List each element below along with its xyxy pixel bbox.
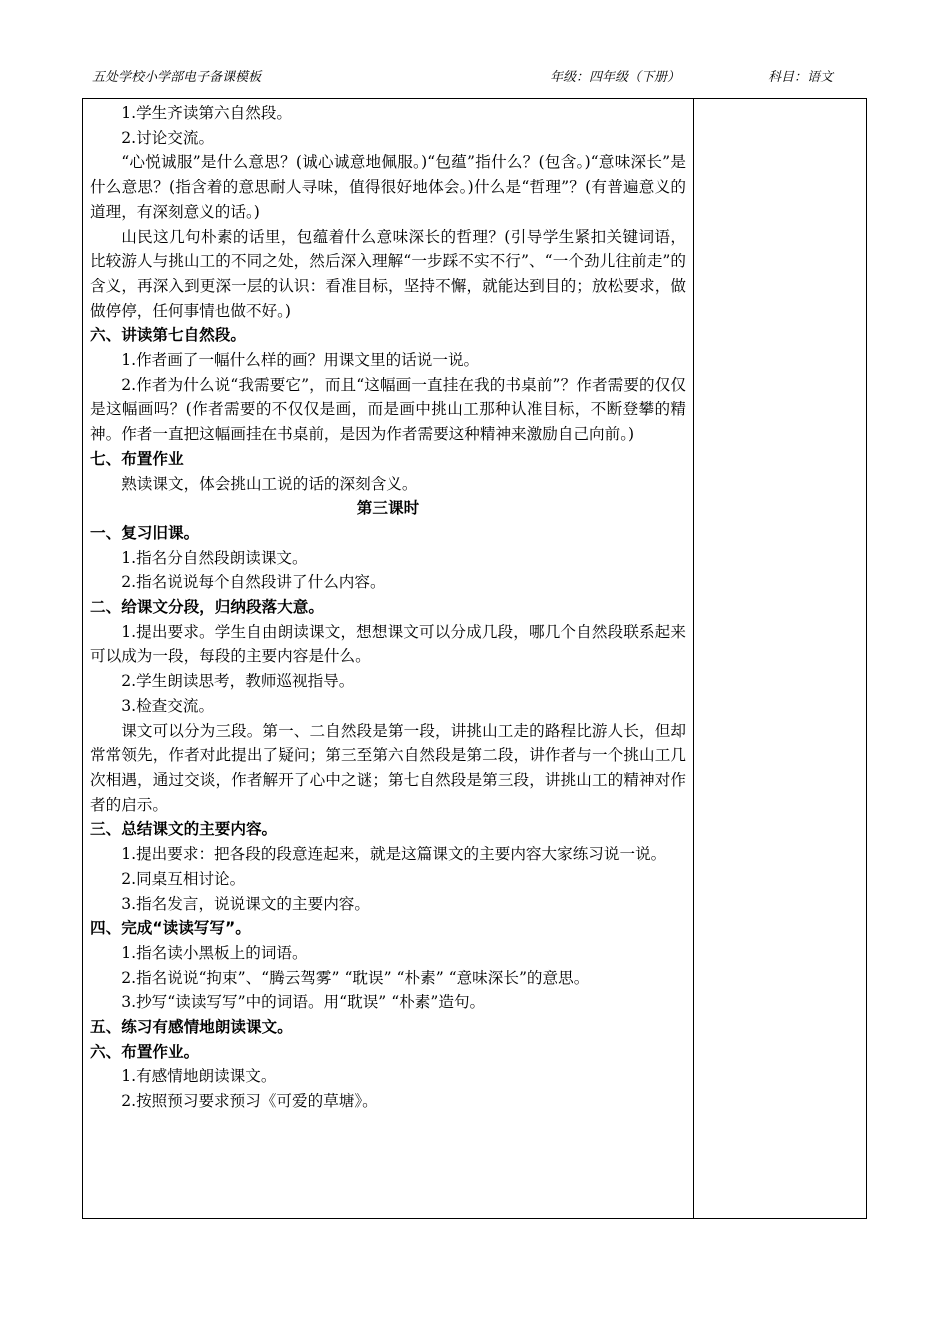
body-paragraph: 3.检查交流。 — [121, 696, 215, 715]
lesson-content — [90, 101, 686, 1114]
section-heading: 一、复习旧课。 — [90, 523, 200, 542]
body-paragraph: 1.指名分自然段朗读课文。 — [121, 548, 308, 567]
body-paragraph: 1.提出要求：把各段的段意连起来，就是这篇课文的主要内容大家练习说一说。 — [121, 845, 667, 864]
body-paragraph: 1.作者画了一幅什么样的画？用课文里的话说一说。 — [121, 351, 480, 370]
body-paragraph: 熟读课文，体会挑山工说的话的深刻含义。 — [121, 474, 418, 493]
body-paragraph: 2.指名说说“拘束”、“腾云驾雾” “耽误” “朴素” “意味深长”的意思。 — [121, 968, 590, 987]
section-heading: 六、布置作业。 — [90, 1042, 200, 1061]
section-heading: 二、给课文分段，归纳段落大意。 — [90, 598, 324, 617]
body-paragraph: 3.指名发言，说说课文的主要内容。 — [121, 894, 370, 913]
body-paragraph: 2.学生朗读思考，教师巡视指导。 — [121, 672, 355, 691]
body-paragraph: 1.学生齐读第六自然段。 — [121, 104, 293, 122]
body-paragraph: 山民这几句朴素的话里，包蕴着什么意味深长的哲理？(引导学生紧扣关键词语，比较游人与挑山工的不同之处，然后深入理解“一步踩不实不行”、“一个劲儿往前走”的含义，再深入到更深一层的认识：看准目标，坚持不懈，就能达到目的；放松要求，做做停停，任何事情也做不好。) — [90, 227, 686, 320]
section-heading: 七、布置作业 — [90, 449, 184, 468]
section-heading: 五、练习有感情地朗读课文。 — [90, 1018, 293, 1037]
body-paragraph: 课文可以分为三段。第一、二自然段是第一段，讲挑山工走的路程比游人长，但却常常领先，作者对此提出了疑问；第三至第六自然段是第二段，讲作者与一个挑山工几次相遇，通过交谈，作者解开了心中之谜；第七自然段是第三段，讲挑山工的精神对作者的启示。 — [90, 721, 686, 814]
body-paragraph: 3.抄写“读读写写”中的词语。用“耽误” “朴素”造句。 — [121, 993, 486, 1012]
subject-label: 科目：语文 — [768, 70, 834, 85]
grade-label: 年级：四年级（下册） — [550, 70, 681, 85]
body-paragraph: 1.有感情地朗读课文。 — [121, 1067, 277, 1086]
body-paragraph: 1.提出要求。学生自由朗读课文，想想课文可以分成几段，哪几个自然段联系起来可以成为一段，每段的主要内容是什么。 — [90, 622, 686, 666]
body-paragraph: 2.指名说说每个自然段讲了什么内容。 — [121, 573, 386, 592]
school-name: 五处学校小学部电子备课模板 — [92, 70, 262, 85]
page-header — [92, 66, 838, 88]
body-paragraph: 2.同桌互相讨论。 — [121, 869, 246, 888]
body-paragraph: 1.指名读小黑板上的词语。 — [121, 943, 308, 962]
section-heading: 四、完成“读读写写”。 — [90, 919, 251, 938]
body-paragraph: “心悦诚服”是什么意思？(诚心诚意地佩服。)“包蕴”指什么？(包含。)“意味深长”是什么意思？(指含着的意思耐人寻味，值得很好地体会。)什么是“哲理”？(有普遍意义的道理，有深刻意义的话。) — [90, 153, 686, 221]
lesson-period-title: 第三课时 — [356, 499, 420, 518]
body-paragraph: 2.作者为什么说“我需要它”，而且“这幅画一直挂在我的书桌前”？作者需要的仅仅是这幅画吗？(作者需要的不仅仅是画，而是画中挑山工那种认准目标，不断登攀的精神。作者一直把这幅画挂在书桌前，是因为作者需要这种精神来激励自己向前。) — [90, 375, 686, 444]
body-paragraph: 2.讨论交流。 — [121, 128, 215, 147]
section-heading: 三、总结课文的主要内容。 — [90, 820, 278, 839]
section-heading: 六、讲读第七自然段。 — [90, 326, 246, 345]
body-paragraph: 2.按照预习要求预习《可爱的草塘》。 — [121, 1092, 378, 1111]
table-column-divider — [693, 98, 694, 1219]
